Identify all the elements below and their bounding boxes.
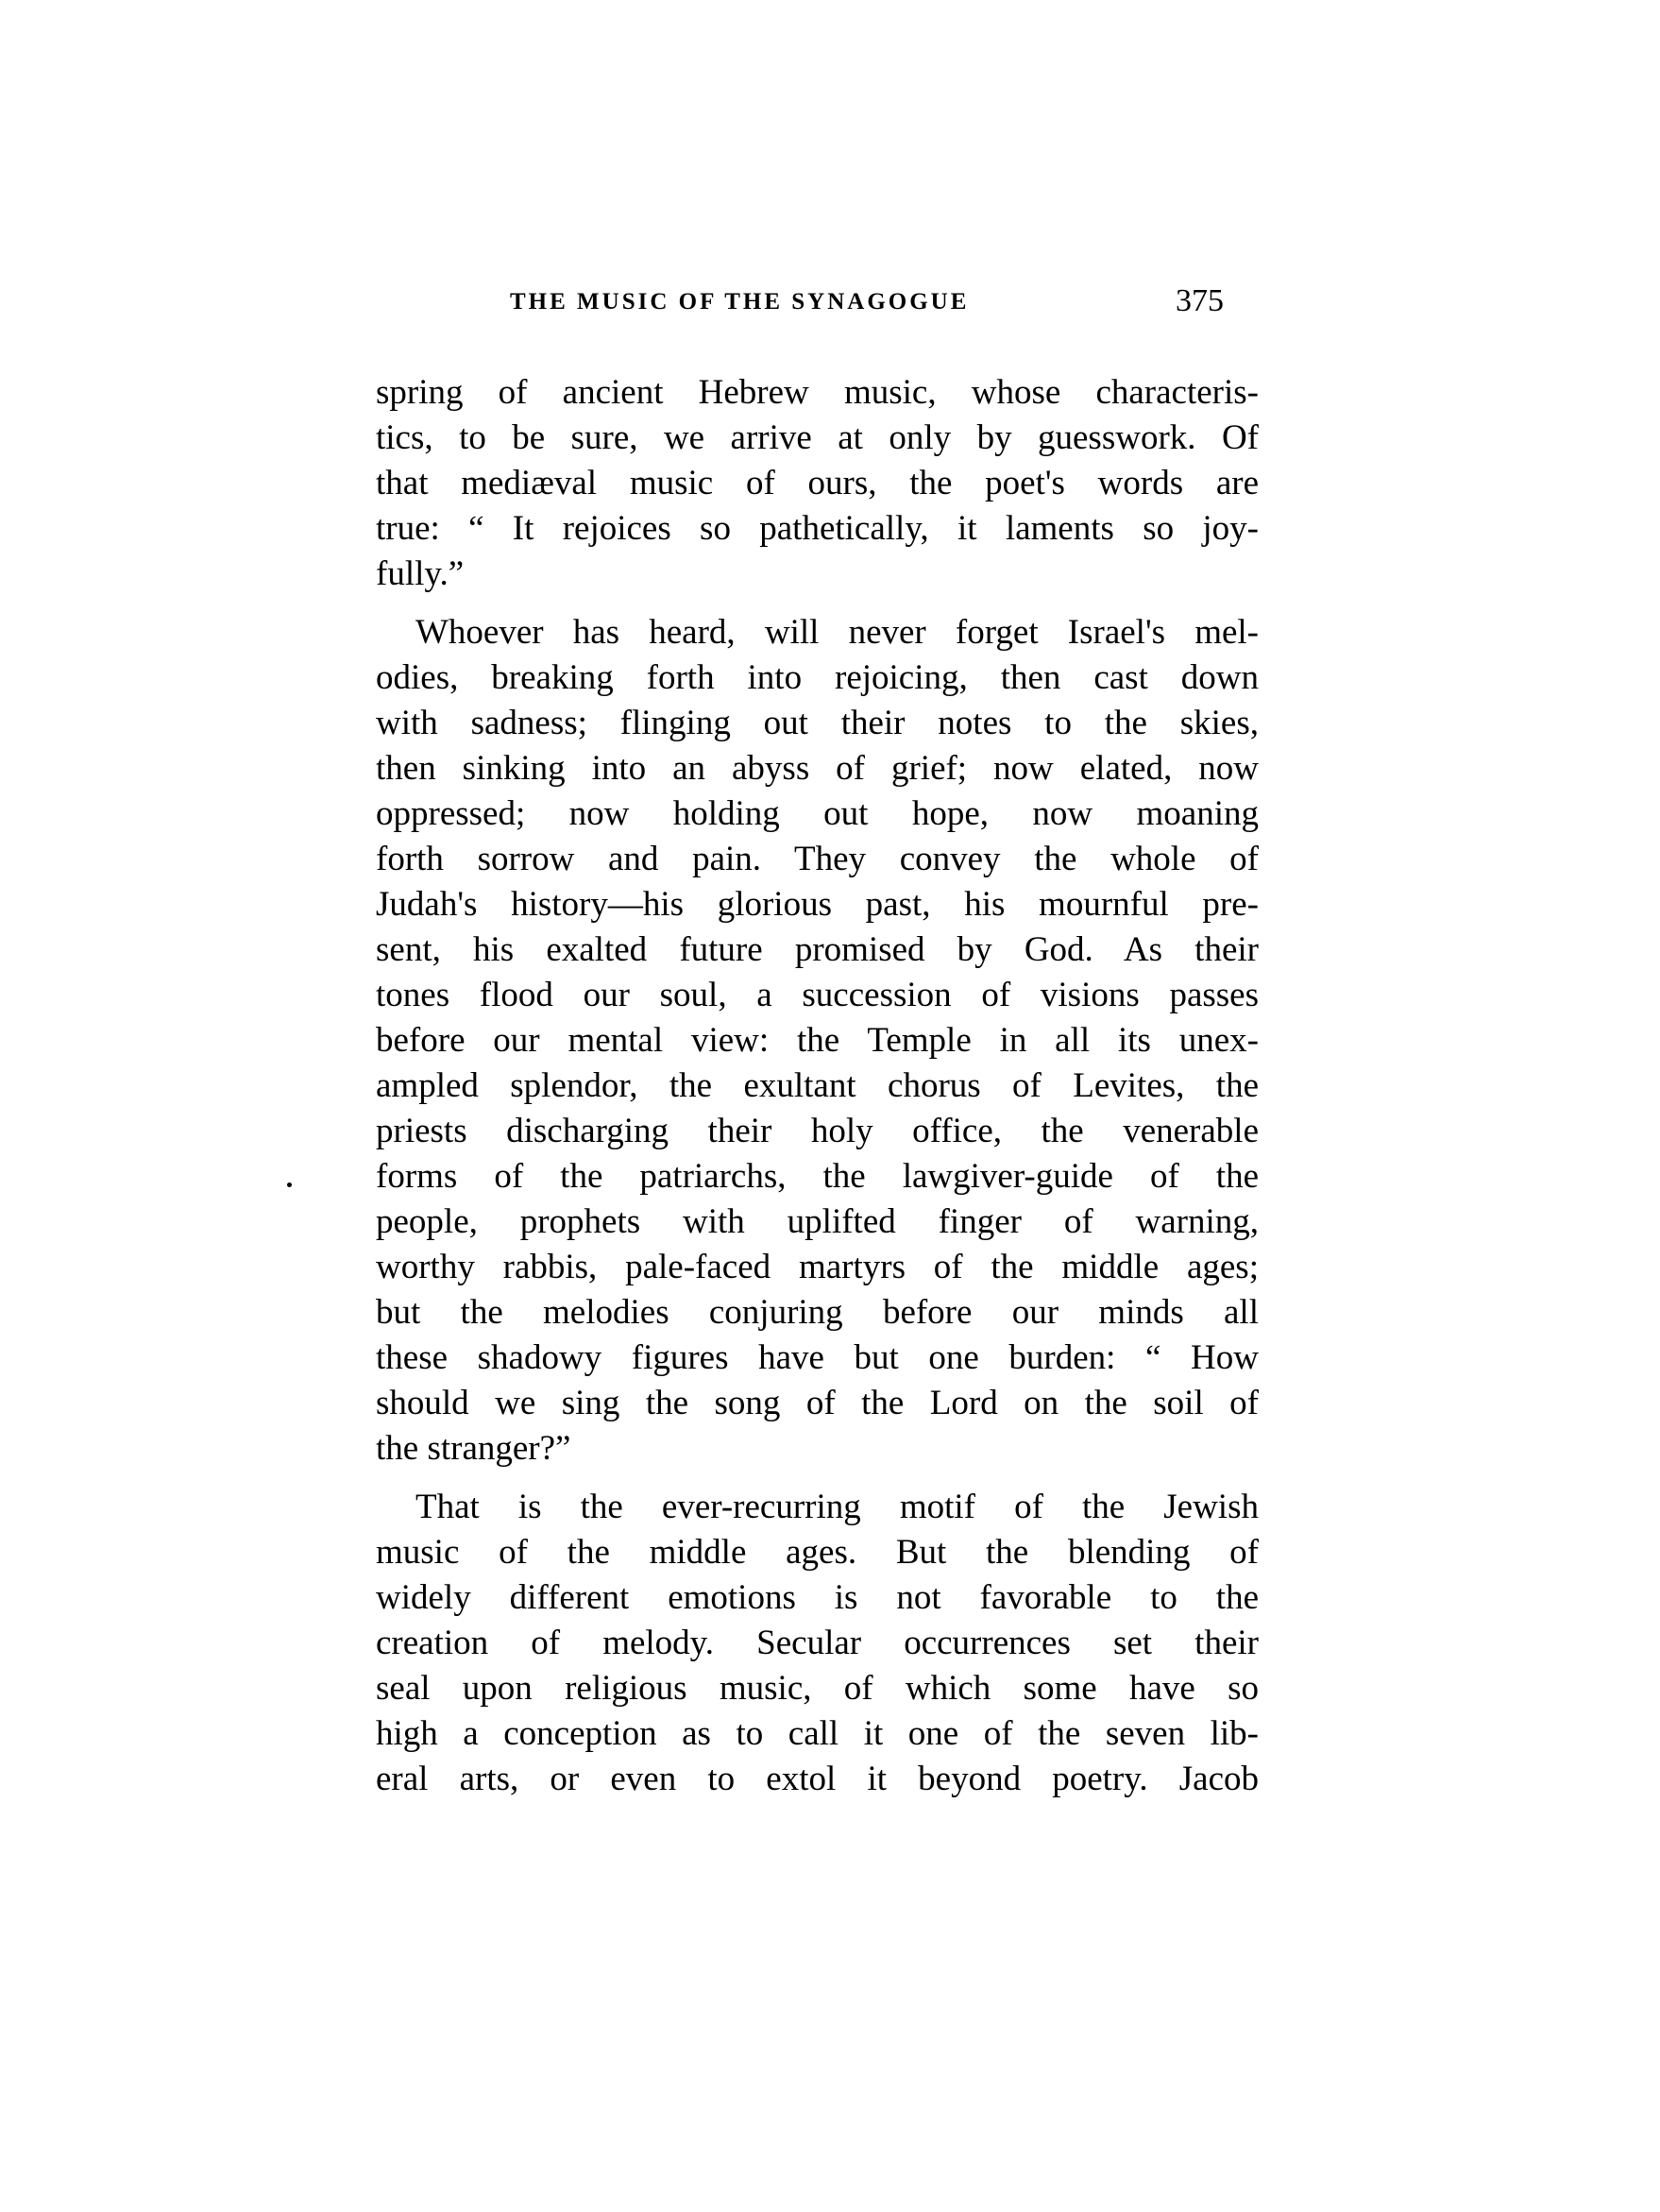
- text-line: odies, breaking forth into rejoicing, then cast down: [376, 658, 1259, 697]
- text-line: Judah's history—his glorious past, his mournful pre-: [376, 885, 1259, 924]
- text-line: music of the middle ages. But the blending of: [376, 1533, 1259, 1572]
- text-line: that mediæval music of ours, the poet's words are: [376, 464, 1259, 502]
- text-line: That is the ever-recurring motif of the Jewish: [415, 1488, 1259, 1526]
- paragraph-2: [376, 610, 1259, 1472]
- text-line: oppressed; now holding out hope, now moaning: [376, 794, 1259, 833]
- text-line: forms of the patriarchs, the lawgiver-guide of the: [376, 1157, 1259, 1196]
- text-line: the stranger?”: [376, 1429, 571, 1468]
- paragraph-1: [376, 370, 1259, 597]
- paragraph-3: [376, 1485, 1259, 1802]
- text-line: tics, to be sure, we arrive at only by guesswork. Of: [376, 418, 1259, 457]
- text-line: forth sorrow and pain. They convey the whole of: [376, 840, 1259, 878]
- text-line: should we sing the song of the Lord on the soil of: [376, 1384, 1259, 1422]
- body-text: [376, 370, 1259, 1815]
- text-line: tones flood our soul, a succession of visions passes: [376, 976, 1259, 1014]
- text-line: worthy rabbis, pale-faced martyrs of the middle ages;: [376, 1248, 1259, 1286]
- text-line: ampled splendor, the exultant chorus of Levites, the: [376, 1066, 1259, 1105]
- text-line: sent, his exalted future promised by God. As their: [376, 930, 1259, 969]
- text-line: these shadowy figures have but one burden: “ How: [376, 1338, 1259, 1377]
- text-line: seal upon religious music, of which some have so: [376, 1669, 1259, 1708]
- text-line: before our mental view: the Temple in all its unex-: [376, 1021, 1259, 1060]
- running-title: THE MUSIC OF THE SYNAGOGUE: [510, 289, 970, 315]
- text-line: with sadness; flinging out their notes to the skies,: [376, 704, 1259, 742]
- running-head: [0, 283, 1660, 340]
- stray-ink-dot: [287, 1183, 292, 1187]
- page-number: 375: [1176, 283, 1224, 318]
- text-line: true: “ It rejoices so pathetically, it laments so joy-: [376, 509, 1259, 548]
- text-line: spring of ancient Hebrew music, whose characteris-: [376, 373, 1259, 412]
- text-line: then sinking into an abyss of grief; now elated, now: [376, 749, 1259, 788]
- text-line: Whoever has heard, will never forget Israel's mel-: [415, 613, 1259, 652]
- text-line: widely different emotions is not favorable to the: [376, 1578, 1259, 1617]
- text-line: high a conception as to call it one of the seven lib-: [376, 1714, 1259, 1753]
- text-line: priests discharging their holy office, the venerable: [376, 1112, 1259, 1150]
- text-line: fully.”: [376, 554, 465, 593]
- text-line: creation of melody. Secular occurrences set their: [376, 1624, 1259, 1662]
- text-line: people, prophets with uplifted finger of warning,: [376, 1202, 1259, 1241]
- text-line: eral arts, or even to extol it beyond poetry. Jacob: [376, 1760, 1259, 1798]
- text-line: but the melodies conjuring before our minds all: [376, 1293, 1259, 1332]
